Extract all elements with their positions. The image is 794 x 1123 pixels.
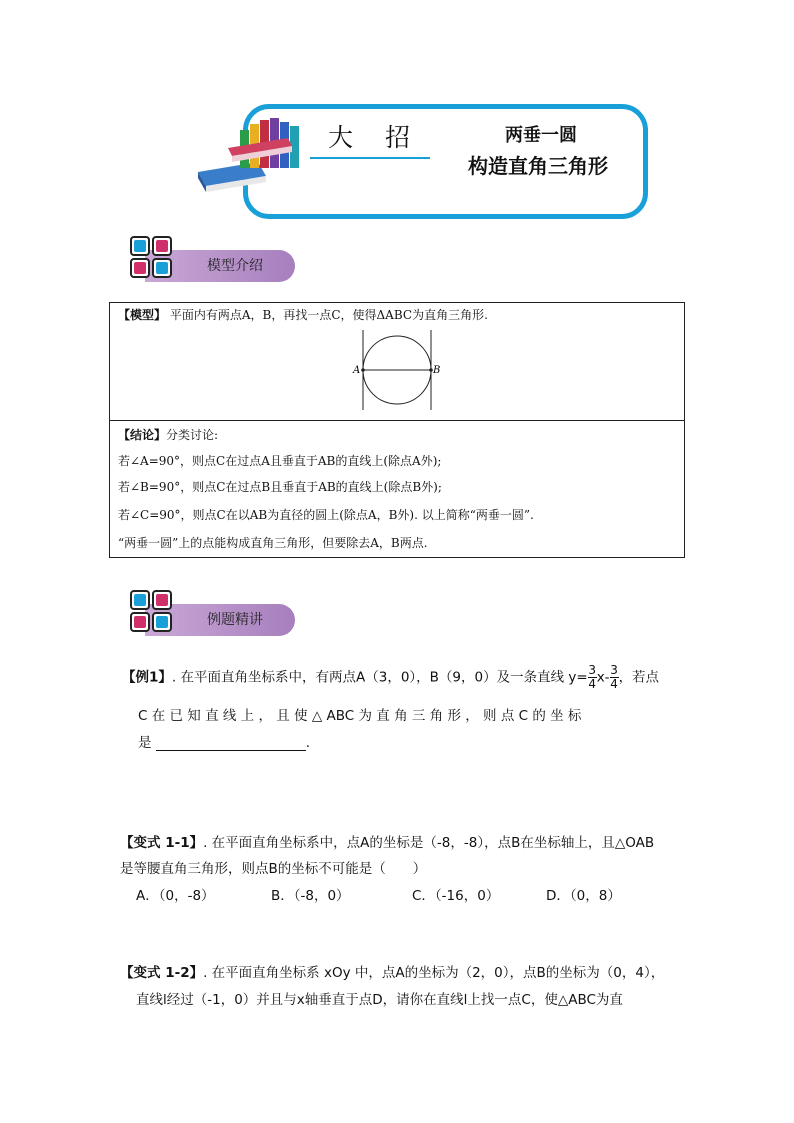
variant-1-2-line-2: 直线l经过（-1，0）并且与x轴垂直于点D，请你在直线l上找一点C，使△ABC为直	[136, 992, 623, 1008]
answer-blank[interactable]	[156, 738, 306, 751]
variant-1-2-label: 【变式 1-2】	[120, 965, 204, 981]
two-perpendicular-one-circle-diagram	[350, 328, 450, 412]
example-1-text: x-	[596, 669, 610, 686]
conclusion-line-3: 若∠C=90°，则点C在以AB为直径的圆上(除点A，B外). 以上简称“两垂一圆”.	[118, 508, 534, 522]
conclusion-label: 【结论】	[118, 428, 167, 442]
point-a-label: A	[353, 365, 361, 376]
fraction	[610, 664, 619, 691]
option-a[interactable]: A．（0，-8）	[136, 888, 215, 904]
example-1-text: . 在平面直角坐标系中，有两点A（3，0），B（9，0）及一条直线 y=	[171, 669, 588, 686]
books-icon	[188, 110, 313, 192]
variant-1-2-line-1	[120, 961, 664, 981]
model-label: 【模型】	[118, 308, 167, 322]
example-1-text: 是	[138, 735, 152, 751]
option-d[interactable]: D．（0，8）	[546, 888, 621, 904]
banner-title: 大 招	[328, 123, 422, 152]
conclusion-line-2: 若∠B=90°，则点C在过点B且垂直于AB的直线上(除点B外);	[118, 480, 442, 494]
banner-divider	[310, 157, 430, 159]
squares-icon	[128, 234, 176, 282]
banner-subtitle-2: 构造直角三角形	[468, 154, 608, 178]
example-1-text: .	[305, 735, 311, 751]
banner-subtitle-1: 两垂一圆	[505, 125, 577, 146]
variant-1-1-line-2: 是等腰直角三角形，则点B的坐标不可能是（ ）	[120, 861, 427, 877]
option-b[interactable]: B．（-8，0）	[271, 888, 350, 904]
variant-1-1-line-1	[120, 831, 654, 851]
model-text: 平面内有两点A，B，再找一点C，使得ΔABC为直角三角形.	[169, 308, 488, 322]
point-b-label: B	[433, 365, 441, 376]
option-c[interactable]: C．（-16，0）	[412, 888, 500, 904]
example-1-line-1	[122, 664, 659, 691]
fraction	[588, 664, 597, 691]
fraction-denominator: 4	[588, 677, 596, 691]
variant-1-2-text: . 在平面直角坐标系 xOy 中，点A的坐标为（2，0），点B的坐标为（0，4），	[203, 965, 665, 981]
model-divider	[109, 420, 685, 421]
example-1-line-2: C 在 已 知 直 线 上 ， 且 使 △ ABC 为 直 角 三 角 形 ， 则 点 C 的 坐 标	[138, 708, 582, 724]
example-1-text: ，若点	[618, 669, 660, 686]
fraction-numerator: 3	[610, 663, 618, 677]
section-title: 模型介绍	[207, 258, 263, 274]
variant-1-1-label: 【变式 1-1】	[120, 835, 204, 851]
fraction-numerator: 3	[588, 663, 596, 677]
conclusion-line-4: “两垂一圆”上的点能构成直角三角形，但要除去A，B两点.	[118, 536, 428, 550]
example-1-line-3	[138, 731, 310, 751]
model-statement	[118, 306, 488, 323]
variant-1-1-text: . 在平面直角坐标系中，点A的坐标是（-8，-8），点B在坐标轴上，且△OAB	[203, 835, 655, 851]
fraction-denominator: 4	[610, 677, 618, 691]
conclusion-line-1: 若∠A=90°，则点C在过点A且垂直于AB的直线上(除点A外);	[118, 454, 442, 468]
squares-icon	[128, 588, 176, 636]
section-title: 例题精讲	[207, 612, 263, 628]
example-1-label: 【例1】	[122, 669, 172, 686]
conclusion-heading	[118, 426, 218, 443]
conclusion-head: 分类讨论:	[166, 428, 219, 442]
